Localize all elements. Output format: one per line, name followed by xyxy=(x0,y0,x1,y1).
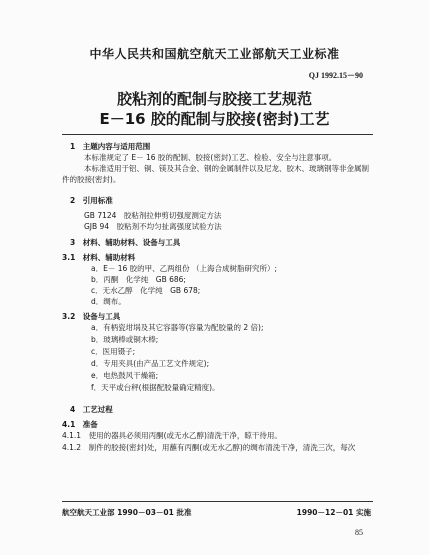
body-line: d．绸布。 xyxy=(91,297,126,306)
body-line: b．玻璃棒或铜木棒; xyxy=(91,335,159,344)
body-line: a．E－ 16 胶的甲、乙两组份 （上海合成树脂研究所）; xyxy=(91,264,278,273)
effective-date: 1990－12－01 实施 xyxy=(296,508,371,517)
document-subtitle: E－16 胶的配制与胶接(密封)工艺 xyxy=(99,110,330,128)
body-line: 4.1.1 使用的器具必须用丙酮(或无水乙醇)清洗干净，晾干待用。 xyxy=(62,431,282,440)
page-number: 85 xyxy=(355,528,363,537)
body-line: GB 7124 胶粘剂拉伸剪切强度测定方法 xyxy=(84,211,222,220)
section-heading: 4 工艺过程 xyxy=(70,405,113,414)
approval-date: 航空航天工业部 1990－03－01 批准 xyxy=(62,508,192,517)
body-line: a．有柄瓷坩埚及其它容器等(容量为配胶量的 2 倍); xyxy=(91,323,264,332)
body-line: b．丙酮 化学纯 GB 686; xyxy=(91,275,186,284)
standard-code: QJ 1992.15－90 xyxy=(308,71,363,80)
body-line: GJB 94 胶粘剂不均匀扯离强度试验方法 xyxy=(84,222,222,231)
body-line: 本标准适用于铝、铜、镁及其合金、钢的金属制件以及尼龙、胶木、玻璃钢等非金属制 xyxy=(84,164,369,173)
section-heading: 3 材料、辅助材料、设备与工具 xyxy=(70,238,181,247)
body-line: 4.1.2 制件的胶接(密封)处，用蘸有丙酮(或无水乙醇)的绸布清洗干净，清洗三次，每次 xyxy=(62,443,356,452)
body-line: 本标准规定了 E－ 16 胶的配制、胶接(密封)工艺、检验、安全与注意事项。 xyxy=(84,153,337,162)
header-divider xyxy=(62,134,373,135)
body-line: d．专用夹具(由产品工艺文件规定); xyxy=(91,359,210,368)
section-heading: 4.1 准备 xyxy=(62,420,98,429)
footer-divider xyxy=(62,501,373,502)
body-line: e．电热鼓风干燥箱; xyxy=(91,371,159,380)
body-line: c．无水乙醇 化学纯 GB 678; xyxy=(91,286,201,295)
section-heading: 3.2 设备与工具 xyxy=(62,312,121,321)
section-heading: 2 引用标准 xyxy=(70,196,113,205)
body-line: f．天平或台秤(根据配胶量确定精度)。 xyxy=(91,383,220,392)
body-line: 件的胶接(密封)。 xyxy=(62,175,121,184)
section-heading: 1 主题内容与适用范围 xyxy=(70,142,151,151)
document-title: 胶粘剂的配制与胶接工艺规范 xyxy=(116,90,312,108)
body-line: c．医用镊子; xyxy=(91,347,136,356)
section-heading: 3.1 材料、辅助材料 xyxy=(62,253,136,262)
issuing-body: 中华人民共和国航空航天工业部航天工业标准 xyxy=(89,47,340,61)
